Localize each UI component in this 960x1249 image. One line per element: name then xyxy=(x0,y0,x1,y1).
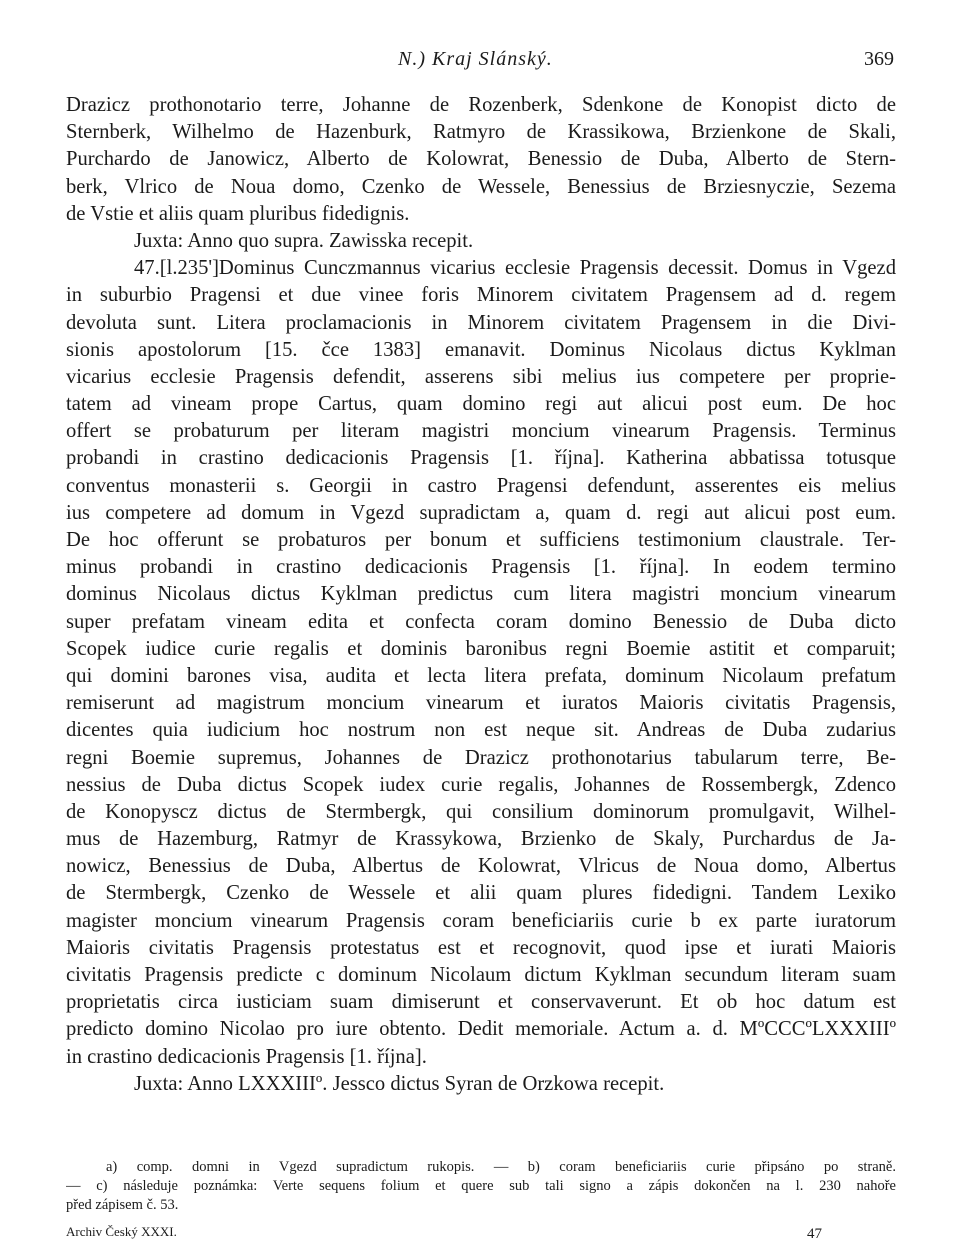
text-line: ius competere ad domum in Vgezd supradictam a, quam d. regi aut alicui post eum. xyxy=(66,501,896,524)
text-line: de Konopyscz dictus de Stermbergk, qui consilium dominorum promulgavit, Wilhel- xyxy=(66,800,896,823)
text-line: Purchardo de Janowicz, Alberto de Kolowrat, Benessio de Duba, Alberto de Stern- xyxy=(66,148,896,171)
text-line: super prefatam vineam edita et confecta coram domino Benessio de Duba dicto xyxy=(66,610,896,633)
text-line: De hoc offerunt se probaturos per bonum et sufficiens testimonium claustrale. Ter- xyxy=(66,529,896,551)
text-line: devoluta sunt. Litera proclamacionis in Minorem civitatem Pragensem in die Divi- xyxy=(66,311,896,334)
text-line: Maioris civitatis Pragensis protestatus est et recognovit, quod ipse et iurati Maioris xyxy=(66,936,896,959)
signature-number: 47 xyxy=(807,1226,822,1242)
text-line: de Vstie et aliis quam pluribus fidedignis. xyxy=(66,202,410,225)
text-line: regni Boemie supremus, Johannes de Drazicz prothonotarius tabularum terre, Be- xyxy=(66,746,896,769)
text-line: nowicz, Benessius de Duba, Albertus de Kolowrat, Vlricus de Noua domo, Albertus xyxy=(66,855,896,878)
text-line: dominus Nicolaus dictus Kyklman predictus cum litera magistri moncium vinearum xyxy=(66,583,896,606)
text-line: civitatis Pragensis predicte c dominum Nicolaum dictum Kyklman secundum literam suam xyxy=(66,964,896,986)
text-line: proprietatis circa iusticiam suam dimiserunt et conservaverunt. Et ob hoc datum est xyxy=(66,991,896,1014)
text-line: vicarius ecclesie Pragensis defendit, asserens sibi melius ius competere per proprie- xyxy=(66,365,896,388)
running-header xyxy=(0,46,960,76)
text-line: predicto domino Nicolao pro iure obtento. Dedit memoriale. Actum a. d. MºCCCºLXXXIIIº xyxy=(66,1018,896,1041)
text-line: offert se probaturum per literam magistri moncium vinearum Pragensis. Terminus xyxy=(66,420,896,443)
text-line: 47.[l.235']Dominus Cunczmannus vicarius ecclesie Pragensis decessit. Domus in Vgezd xyxy=(134,257,896,280)
text-line: minus probandi in crastino dedicacionis Pragensis [1. října]. In eodem termino xyxy=(66,556,896,579)
text-line: remiserunt ad magistrum moncium vinearum et iuratos Maioris civitatis Pragensis, xyxy=(66,692,896,715)
footnotes xyxy=(66,1158,896,1215)
text-line: Scopek iudice curie regalis et dominis baronibus regni Boemie astitit et comparuit; xyxy=(66,637,896,660)
footnote-line: před zápisem č. 53. xyxy=(66,1197,179,1213)
footnote-line: a) comp. domni in Vgezd supradictum rukopis. — b) coram beneficiariis curie připsáno po straně. xyxy=(106,1159,896,1175)
text-line: nessius de Duba dictus Scopek iudex curie regalis, Johannes de Rossembergk, Zdenco xyxy=(66,773,896,796)
printer-signature: Archiv Český XXXI. xyxy=(66,1224,177,1239)
text-line: in suburbio Pragensi et due vinee foris Minorem civitatem Pragensem ad d. regem xyxy=(66,284,896,307)
footnote-line: — c) následuje poznámka: Verte sequens folium et quere sub tali signo a zápis dokončen na l. 230 nahoře xyxy=(66,1178,896,1194)
body-text xyxy=(66,92,896,1098)
text-line: Juxta: Anno quo supra. Zawisska recepit. xyxy=(134,229,474,252)
text-line: de Stermbergk, Czenko de Wessele et alii quam plures fidedigni. Tandem Lexiko xyxy=(66,882,896,905)
page-number: 369 xyxy=(864,48,894,70)
running-title: N.) Kraj Slánský. xyxy=(398,48,553,70)
text-line: berk, Vlrico de Noua domo, Czenko de Wessele, Benessius de Brziesnyczie, Sezema xyxy=(66,175,896,198)
text-line: sionis apostolorum [15. čce 1383] emanavit. Dominus Nicolaus dictus Kyklman xyxy=(66,338,896,361)
text-line: tatem ad vineam prope Cartus, quam domino regi aut alicui post eum. De hoc xyxy=(66,393,896,416)
text-line: qui domini barones visa, audita et lecta litera prefata, dominum Nicolaum prefatum xyxy=(66,664,896,687)
text-line: in crastino dedicacionis Pragensis [1. října]. xyxy=(66,1045,427,1068)
text-line: magister moncium vinearum Pragensis coram beneficiariis curie b ex parte iuratorum xyxy=(66,909,896,932)
text-line: conventus monasterii s. Georgii in castro Pragensi defendunt, asserentes eis melius xyxy=(66,474,896,497)
text-line: Drazicz prothonotario terre, Johanne de Rozenberk, Sdenkone de Konopist dicto de xyxy=(66,94,896,116)
text-line: Sternberk, Wilhelmo de Hazenburk, Ratmyro de Krassikowa, Brzienkone de Skali, xyxy=(66,121,896,144)
text-line: mus de Hazemburg, Ratmyr de Krassykowa, Brzienko de Skaly, Purchardus de Ja- xyxy=(66,828,896,851)
text-line: Juxta: Anno LXXXIIIº. Jessco dictus Syran de Orzkowa recepit. xyxy=(134,1072,665,1095)
text-line: dicentes quia iudicium hoc nostrum non est neque sit. Andreas de Duba zudarius xyxy=(66,719,896,742)
text-line: probandi in crastino dedicacionis Pragensis [1. října]. Katherina abbatissa totusque xyxy=(66,447,896,470)
